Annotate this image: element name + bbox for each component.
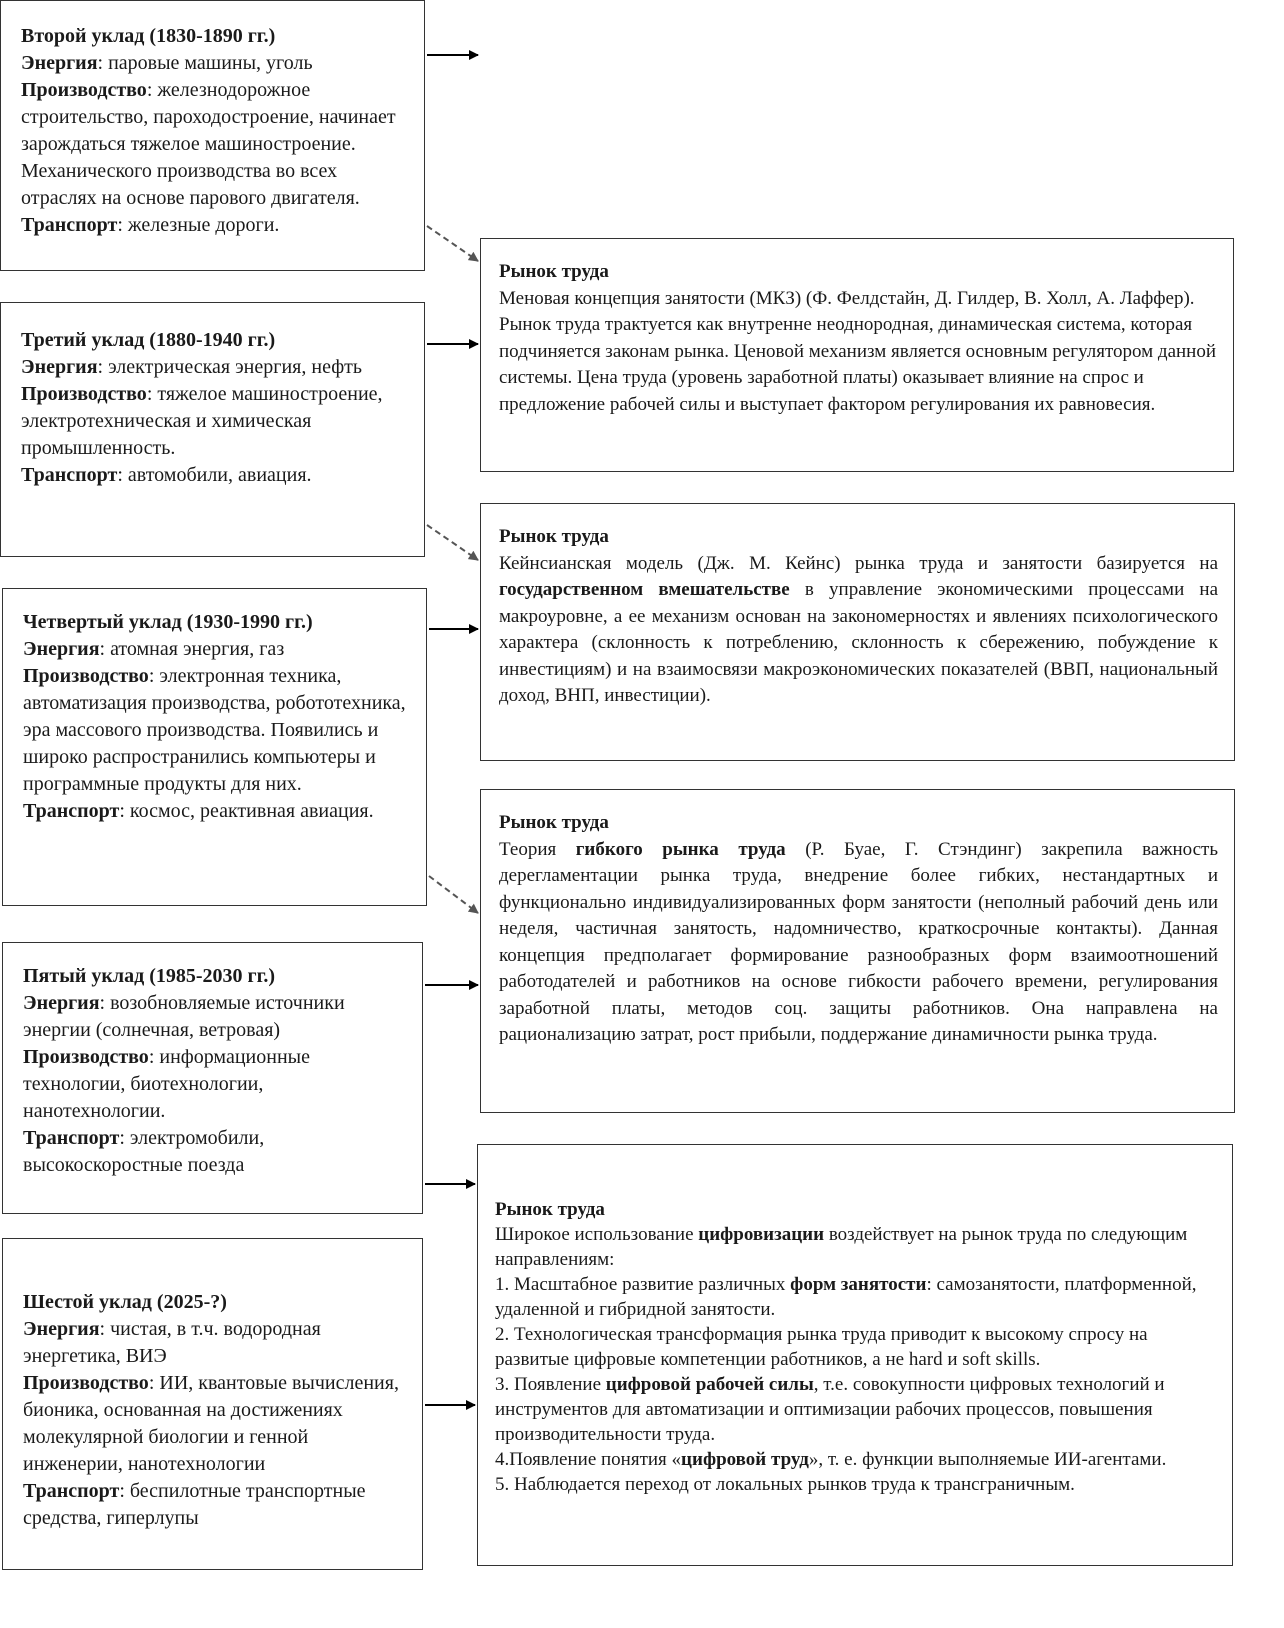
stage-box-content [21,23,412,249]
key-term: цифровизации [698,1224,825,1245]
energy-label: Энергия [21,356,98,378]
labor-market-content [499,810,1218,1049]
labor-market-content [499,259,1217,418]
stage-title: Второй уклад (1830-1890 гг.) [21,25,276,47]
stage-box-content [23,963,410,1179]
transport-value: : беспилотные транспортные средства, гиперлупы [23,1480,366,1529]
transport-label: Транспорт [23,1480,120,1502]
production-label: Производство [23,1046,149,1068]
production-label: Производство [23,1372,149,1394]
production-value: : тяжелое машиностроение, электротехническая и химическая промышленность. [21,383,383,459]
transport-value: : железные дороги. [117,214,280,236]
stage-title: Третий уклад (1880-1940 гг.) [21,329,276,351]
transport-value: : электромобили, высокоскоростные поезда [23,1127,265,1176]
labor-market-title: Рынок труда [499,812,609,833]
energy-value: : атомная энергия, газ [99,638,285,660]
digitalization-item-4: 4.Появление понятия «цифровой труд», т. е. функции выполняемые ИИ-агентами. [495,1449,1167,1470]
digitalization-item-2: 2. Технологическая трансформация рынка труда приводит к высокому спросу на развитые цифровые компетенции работников, а не hard и soft skills. [495,1324,1148,1370]
production-value: : ИИ, квантовые вычисления, бионика, основанная на достижениях молекулярной биологии и генной инженерии, нанотехнологии [23,1372,399,1475]
stage-box-sixth [2,1238,423,1570]
energy-label: Энергия [21,52,98,74]
labor-market-title: Рынок труда [495,1199,605,1220]
transport-label: Транспорт [23,800,120,822]
energy-label: Энергия [23,1318,100,1340]
digitalization-item-3: 3. Появление цифровой рабочей силы, т.е. совокупности цифровых технологий и инструментов для автоматизации и оптимизации рабочих процессов, повышения производительности труда. [495,1374,1165,1445]
energy-value: : электрическая энергия, нефть [97,356,363,378]
stage-title: Шестой уклад (2025-?) [23,1291,227,1313]
transport-value: : космос, реактивная авиация. [119,800,374,822]
key-term: государственном вмешательстве [499,579,790,600]
transport-label: Транспорт [21,464,118,486]
labor-market-content [499,524,1218,710]
key-term: гибкого рынка труда [575,838,786,860]
dashed-arrow-fourth-to-market [429,876,478,913]
transport-label: Транспорт [23,1127,120,1149]
labor-market-title: Рынок труда [499,526,609,547]
dashed-arrow-third-to-market [427,525,478,560]
energy-value: : паровые машины, уголь [97,52,313,74]
stage-box-content [23,1289,410,1532]
transport-value: : автомобили, авиация. [117,464,312,486]
stage-production [21,77,412,212]
production-label: Производство [21,79,147,101]
stage-production [23,663,414,798]
stage-production [23,1044,410,1125]
key-term: форм занятости [790,1274,927,1295]
labor-market-box-digitalization [477,1144,1233,1566]
stage-energy [23,1316,410,1370]
dashed-arrow-second-to-market [427,226,478,261]
production-value: : электронная техника, автоматизация производства, робототехника, эра массового производства. Появились и широко распространились компьютеры и программные продукты для них. [23,665,406,795]
production-label: Производство [23,665,149,687]
stage-transport [21,462,412,489]
labor-market-box-keynesian [480,503,1235,761]
stage-box-content [23,609,414,825]
transport-label: Транспорт [21,214,118,236]
labor-market-text: Кейнсианская модель (Дж. М. Кейнс) рынка труда и занятости базируется на государственном вмешательстве в управление экономическими процессами на макроуровне, а ее механизм основан на закономерностях и явлениях психологического характера (склонность к потреблению, склонность к сбережению, побуждение к инвестициям) и на взаимосвязи макроэкономических показателей (ВВП, национальный доход, ВНП, инвестиции). [499,552,1218,706]
labor-market-box-exchange-concept [480,238,1234,472]
stage-title: Четвертый уклад (1930-1990 гг.) [23,611,313,633]
stage-energy [23,636,414,663]
labor-market-text: Меновая концепция занятости (МКЗ) (Ф. Фелдстайн, Д. Гилдер, В. Холл, А. Лаффер). Рынок труда трактуется как внутренне неоднородная, динамическая система, которая подчиняется законам рынка. Ценовой механизм является основным регулятором данной системы. Цена труда (уровень заработной платы) оказывает влияние на спрос и предложение рабочей силы и выступает фактором регулирования их равновесия. [499,287,1217,415]
labor-market-title: Рынок труда [499,261,609,282]
production-value: : информационные технологии, биотехнологии, нанотехнологии. [23,1046,310,1122]
digitalization-item-1: 1. Масштабное развитие различных форм занятости: самозанятости, платформенной, удаленной и гибридной занятости. [495,1274,1197,1320]
stage-transport [21,212,412,239]
stage-box-second [0,0,425,271]
stage-box-third [0,302,425,557]
stage-transport [23,1478,410,1532]
stage-box-fifth [2,942,423,1214]
stage-production [21,381,412,462]
labor-market-content [495,1197,1218,1497]
stage-energy [21,50,412,77]
stage-box-fourth [2,588,427,906]
stage-box-content [21,327,412,489]
stage-energy [23,990,410,1044]
stage-production [23,1370,410,1478]
key-term: цифровой рабочей силы [605,1374,814,1395]
digitalization-item-5: 5. Наблюдается переход от локальных рынков труда к трансграничным. [495,1474,1075,1495]
energy-value: : возобновляемые источники энергии (солнечная, ветровая) [23,992,345,1041]
key-term: цифровой труд [681,1449,809,1470]
production-value: : железнодорожное строительство, пароходостроение, начинает зарождаться тяжелое машиностроение. Механического производства во всех отраслях на основе парового двигателя. [21,79,396,209]
digitalization-intro: Широкое использование цифровизации воздействует на рынок труда по следующим направлениям: [495,1224,1188,1270]
stage-transport [23,798,414,825]
stage-title: Пятый уклад (1985-2030 гг.) [23,965,276,987]
energy-label: Энергия [23,638,100,660]
production-label: Производство [21,383,147,405]
labor-market-text: Теория гибкого рынка труда (Р. Буае, Г. Стэндинг) закрепила важность дерегламентации рынка труда, внедрение более гибких, нестандартных и функционально индивидуализированных форм занятости (неполный рабочий день или неделя, частичная занятость, надомничество, краткосрочные контакты). Данная концепция предполагает формирование разнообразных форм взаимоотношений работодателей и работников на основе гибкости рабочего времени, регулирования заработной платы, методов соц. защиты работников. Она направлена на рационализацию затрат, рост прибыли, поддержание динамичности рынка труда. [499,838,1219,1045]
stage-transport [23,1125,410,1179]
labor-market-box-flexible [480,789,1235,1113]
energy-label: Энергия [23,992,100,1014]
stage-energy [21,354,412,381]
energy-value: : чистая, в т.ч. водородная энергетика, ВИЭ [23,1318,321,1367]
